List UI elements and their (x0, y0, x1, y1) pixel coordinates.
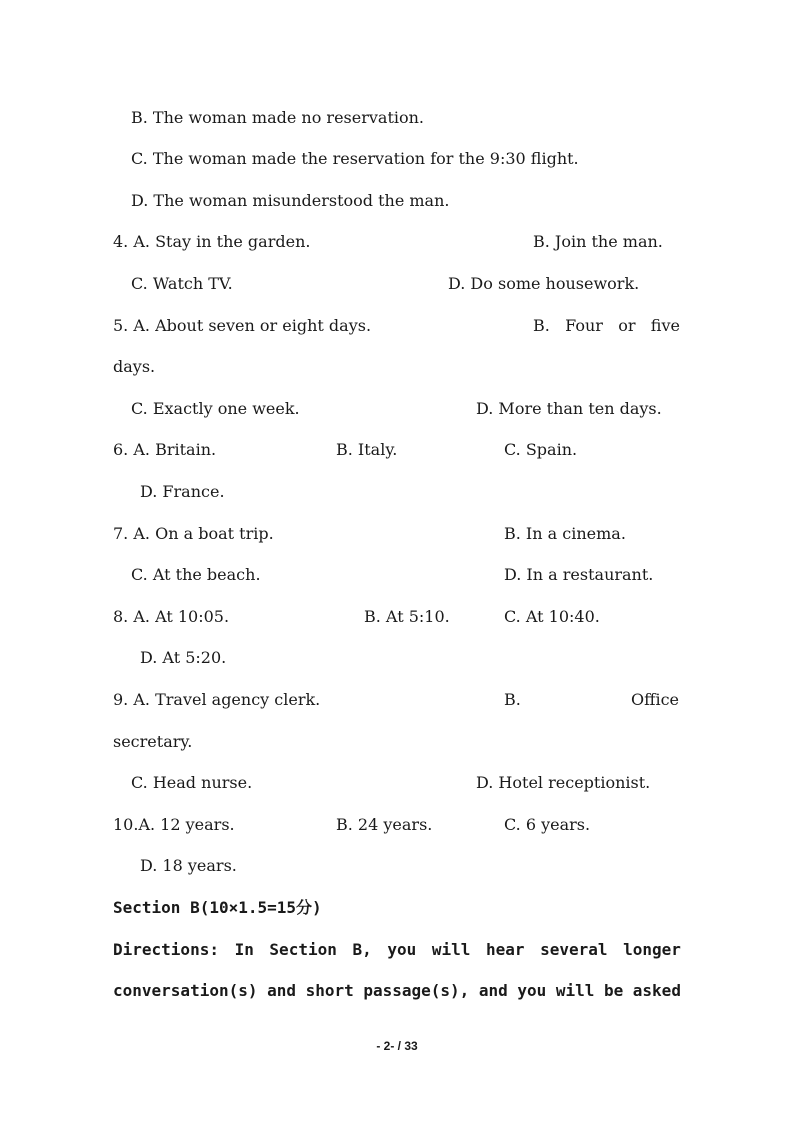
q5-option-b-word: Four (565, 316, 603, 335)
q10-option-a: 10.A. 12 years. (113, 815, 235, 834)
q5-option-b-word: or (618, 316, 636, 335)
directions-word: Directions: (113, 940, 219, 959)
section-b-directions-line2 (113, 981, 681, 1001)
directions-word: will (555, 981, 595, 1000)
directions-word: hear (485, 940, 525, 959)
q6-option-b: B. Italy. (336, 440, 398, 459)
q6-option-a: 6. A. Britain. (113, 440, 217, 459)
q3-option-d: D. The woman misunderstood the man. (131, 191, 450, 210)
q5-option-c: C. Exactly one week. (131, 399, 300, 418)
directions-word: passage(s), (363, 981, 470, 1000)
q5-option-d: D. More than ten days. (476, 399, 662, 418)
q9-option-a: 9. A. Travel agency clerk. (113, 690, 321, 709)
directions-word: short (305, 981, 354, 1000)
q5-option-b-continued: days. (113, 357, 156, 376)
q6-option-c: C. Spain. (504, 440, 578, 459)
directions-word: B, (352, 940, 372, 959)
directions-word: conversation(s) (113, 981, 258, 1000)
q9-option-c: C. Head nurse. (131, 773, 253, 792)
q4-option-a: 4. A. Stay in the garden. (113, 232, 311, 251)
q9-option-b-continued: secretary. (113, 732, 193, 751)
q3-option-c: C. The woman made the reservation for the 9:30 flight. (131, 149, 579, 168)
q6-option-d: D. France. (140, 482, 225, 501)
q9-option-d: D. Hotel receptionist. (476, 773, 651, 792)
directions-word: you (387, 940, 417, 959)
directions-word: longer (623, 940, 681, 959)
q5-option-b (533, 316, 680, 336)
q4-option-b: B. Join the man. (533, 232, 663, 251)
q5-option-a: 5. A. About seven or eight days. (113, 316, 372, 335)
directions-word: asked (632, 981, 681, 1000)
q7-option-b: B. In a cinema. (504, 524, 626, 543)
directions-word: will (431, 940, 471, 959)
q5-option-b-word: B. (533, 316, 550, 335)
q8-option-c: C. At 10:40. (504, 607, 600, 626)
q7-option-c: C. At the beach. (131, 565, 261, 584)
q4-option-d: D. Do some housework. (448, 274, 640, 293)
q7-option-a: 7. A. On a boat trip. (113, 524, 274, 543)
q8-option-a: 8. A. At 10:05. (113, 607, 230, 626)
directions-word: several (540, 940, 608, 959)
q9-option-b (504, 690, 679, 710)
page-number: - 2- / 33 (376, 1039, 418, 1053)
q8-option-b: B. At 5:10. (364, 607, 450, 626)
q10-option-c: C. 6 years. (504, 815, 591, 834)
directions-word: Section (269, 940, 337, 959)
q8-option-d: D. At 5:20. (140, 648, 227, 667)
directions-word: In (234, 940, 254, 959)
q5-option-b-word: five (650, 316, 680, 335)
q10-option-d: D. 18 years. (140, 856, 237, 875)
q3-option-b: B. The woman made no reservation. (131, 108, 425, 127)
q7-option-d: D. In a restaurant. (504, 565, 654, 584)
q9-option-b-label: B. (504, 690, 521, 709)
section-b-heading: Section B(10×1.5=15分) (113, 898, 322, 917)
directions-word: and (267, 981, 296, 1000)
directions-word: be (603, 981, 624, 1000)
directions-word: you (517, 981, 547, 1000)
q10-option-b: B. 24 years. (336, 815, 433, 834)
q9-option-b-word: Office (630, 690, 679, 709)
q4-option-c: C. Watch TV. (131, 274, 233, 293)
directions-word: and (478, 981, 508, 1000)
section-b-directions-line1 (113, 940, 681, 960)
